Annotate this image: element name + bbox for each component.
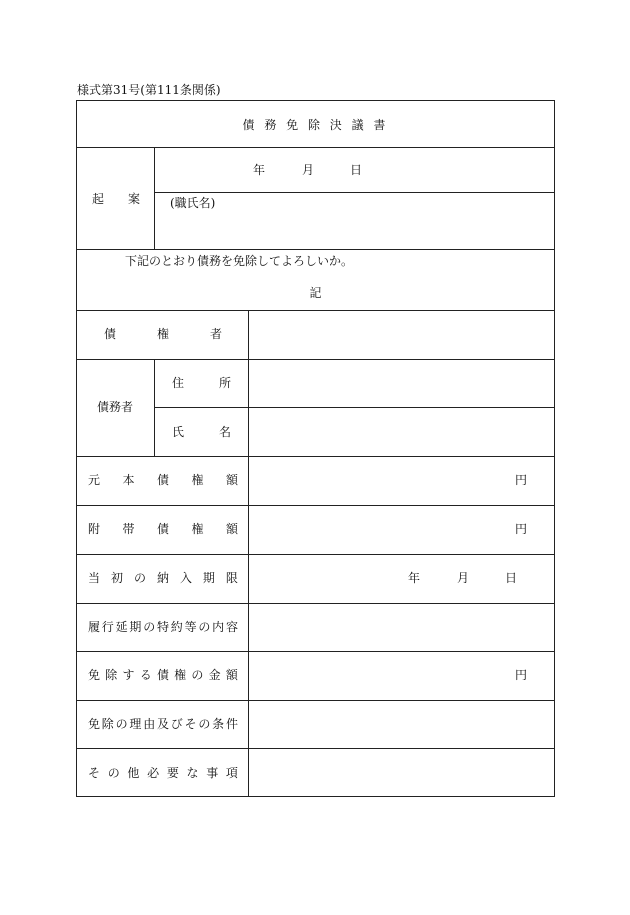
due-date-year: 年 bbox=[408, 571, 421, 585]
column-divider bbox=[154, 359, 155, 456]
reason-label-char: 免 bbox=[88, 717, 101, 731]
other-matters-label bbox=[88, 765, 238, 781]
incidental-label-char: 附 bbox=[88, 522, 101, 536]
exemption-amount-label-char: 債 bbox=[156, 668, 169, 682]
other-matters-label-char: の bbox=[107, 766, 120, 780]
principal-yen-unit: 円 bbox=[515, 473, 528, 487]
exemption-amount-label bbox=[88, 667, 238, 683]
reason-field[interactable] bbox=[249, 701, 554, 748]
drafting-label bbox=[92, 191, 140, 207]
drafting-label-char: 案 bbox=[127, 192, 140, 206]
debtor-name-label bbox=[172, 424, 231, 440]
extension-label bbox=[88, 619, 238, 635]
reason-label-char: 条 bbox=[212, 717, 225, 731]
due-date-label-char: 納 bbox=[156, 571, 169, 585]
creditor-label-char: 者 bbox=[209, 327, 222, 341]
incidental-yen-unit: 円 bbox=[515, 522, 528, 536]
debtor-name-field[interactable] bbox=[249, 408, 554, 456]
exemption-amount-label-char: の bbox=[191, 668, 204, 682]
incidental-label bbox=[88, 521, 238, 537]
incidental-amount-field[interactable] bbox=[249, 506, 554, 554]
form-number: 様式第31号(第111条関係) bbox=[77, 83, 221, 97]
due-date-label bbox=[88, 570, 238, 586]
extension-label-char: 延 bbox=[115, 620, 128, 634]
creditor-label bbox=[104, 326, 222, 342]
other-matters-field[interactable] bbox=[249, 749, 554, 796]
address-label-char: 所 bbox=[218, 376, 231, 390]
extension-label-char: 内 bbox=[212, 620, 225, 634]
exemption-amount-label-char: 権 bbox=[174, 668, 187, 682]
due-date-day: 日 bbox=[505, 571, 518, 585]
reason-label-char: 除 bbox=[101, 717, 114, 731]
form-title: 債 務 免 除 決 議 書 bbox=[242, 118, 389, 132]
extension-label-char: 期 bbox=[129, 620, 142, 634]
creditor-label-char: 債 bbox=[104, 327, 117, 341]
extension-label-char: の bbox=[198, 620, 211, 634]
exemption-amount-label-char: 額 bbox=[225, 668, 238, 682]
official-name-label: (職氏名) bbox=[170, 196, 216, 210]
other-matters-label-char: 事 bbox=[206, 766, 219, 780]
principal-label-char: 額 bbox=[225, 473, 238, 487]
reason-label-char: の bbox=[115, 717, 128, 731]
creditor-label-char: 権 bbox=[156, 327, 169, 341]
extension-label-char: 行 bbox=[101, 620, 114, 634]
exemption-amount-label-char: 免 bbox=[88, 668, 101, 682]
other-matters-label-char: 必 bbox=[147, 766, 160, 780]
name-label-char: 名 bbox=[218, 425, 231, 439]
due-date-label-char: 初 bbox=[110, 571, 123, 585]
reason-label-char: び bbox=[170, 717, 183, 731]
other-matters-label-char: な bbox=[186, 766, 199, 780]
extension-label-char: 特 bbox=[156, 620, 169, 634]
principal-label-char: 権 bbox=[191, 473, 204, 487]
reason-label-char: の bbox=[198, 717, 211, 731]
extension-label-char: 約 bbox=[170, 620, 183, 634]
incidental-label-char: 債 bbox=[156, 522, 169, 536]
drafting-day: 日 bbox=[350, 163, 363, 177]
other-matters-label-char: 要 bbox=[166, 766, 179, 780]
due-date-label-char: 入 bbox=[179, 571, 192, 585]
row-divider bbox=[77, 249, 554, 250]
extension-label-char: 容 bbox=[225, 620, 238, 634]
drafting-year: 年 bbox=[253, 163, 266, 177]
due-date-label-char: の bbox=[133, 571, 146, 585]
principal-label-char: 本 bbox=[122, 473, 135, 487]
principal-amount-field[interactable] bbox=[249, 457, 554, 505]
resolution-text: 下記のとおり債務を免除してよろしいか。 bbox=[125, 254, 354, 268]
debtor-label: 債務者 bbox=[97, 400, 134, 414]
extension-label-char: の bbox=[143, 620, 156, 634]
incidental-label-char: 額 bbox=[225, 522, 238, 536]
due-date-label-char: 限 bbox=[225, 571, 238, 585]
exemption-amount-label-char: 金 bbox=[208, 668, 221, 682]
due-date-month: 月 bbox=[457, 571, 470, 585]
principal-label-char: 債 bbox=[156, 473, 169, 487]
address-label-char: 住 bbox=[172, 376, 185, 390]
other-matters-label-char: そ bbox=[88, 766, 101, 780]
due-date-label-char: 期 bbox=[202, 571, 215, 585]
name-label-char: 氏 bbox=[172, 425, 185, 439]
incidental-label-char: 帯 bbox=[122, 522, 135, 536]
other-matters-label-char: 項 bbox=[225, 766, 238, 780]
reason-label-char: 理 bbox=[129, 717, 142, 731]
exemption-amount-label-char: 除 bbox=[105, 668, 118, 682]
due-date-label-char: 当 bbox=[88, 571, 101, 585]
reason-label-char: 由 bbox=[143, 717, 156, 731]
exemption-amount-label-char: る bbox=[139, 668, 152, 682]
exemption-amount-field[interactable] bbox=[249, 652, 554, 700]
row-divider bbox=[77, 147, 554, 148]
drafting-label-char: 起 bbox=[92, 192, 105, 206]
debtor-address-label bbox=[172, 375, 231, 391]
reason-label-char: 及 bbox=[156, 717, 169, 731]
creditor-field[interactable] bbox=[249, 311, 554, 359]
exemption-amount-label-char: す bbox=[122, 668, 135, 682]
exemption-yen-unit: 円 bbox=[515, 668, 528, 682]
principal-label bbox=[88, 472, 238, 488]
drafting-month: 月 bbox=[302, 163, 315, 177]
reason-label bbox=[88, 716, 238, 732]
debtor-address-field[interactable] bbox=[249, 360, 554, 407]
other-matters-label-char: 他 bbox=[127, 766, 140, 780]
exemption-resolution-form bbox=[76, 100, 555, 797]
extension-field[interactable] bbox=[249, 604, 554, 651]
reason-label-char: そ bbox=[184, 717, 197, 731]
extension-label-char: 履 bbox=[88, 620, 101, 634]
incidental-label-char: 権 bbox=[191, 522, 204, 536]
extension-label-char: 等 bbox=[184, 620, 197, 634]
official-name-field[interactable] bbox=[155, 193, 554, 249]
principal-label-char: 元 bbox=[88, 473, 101, 487]
reason-label-char: 件 bbox=[225, 717, 238, 731]
ki-heading: 記 bbox=[309, 286, 322, 300]
